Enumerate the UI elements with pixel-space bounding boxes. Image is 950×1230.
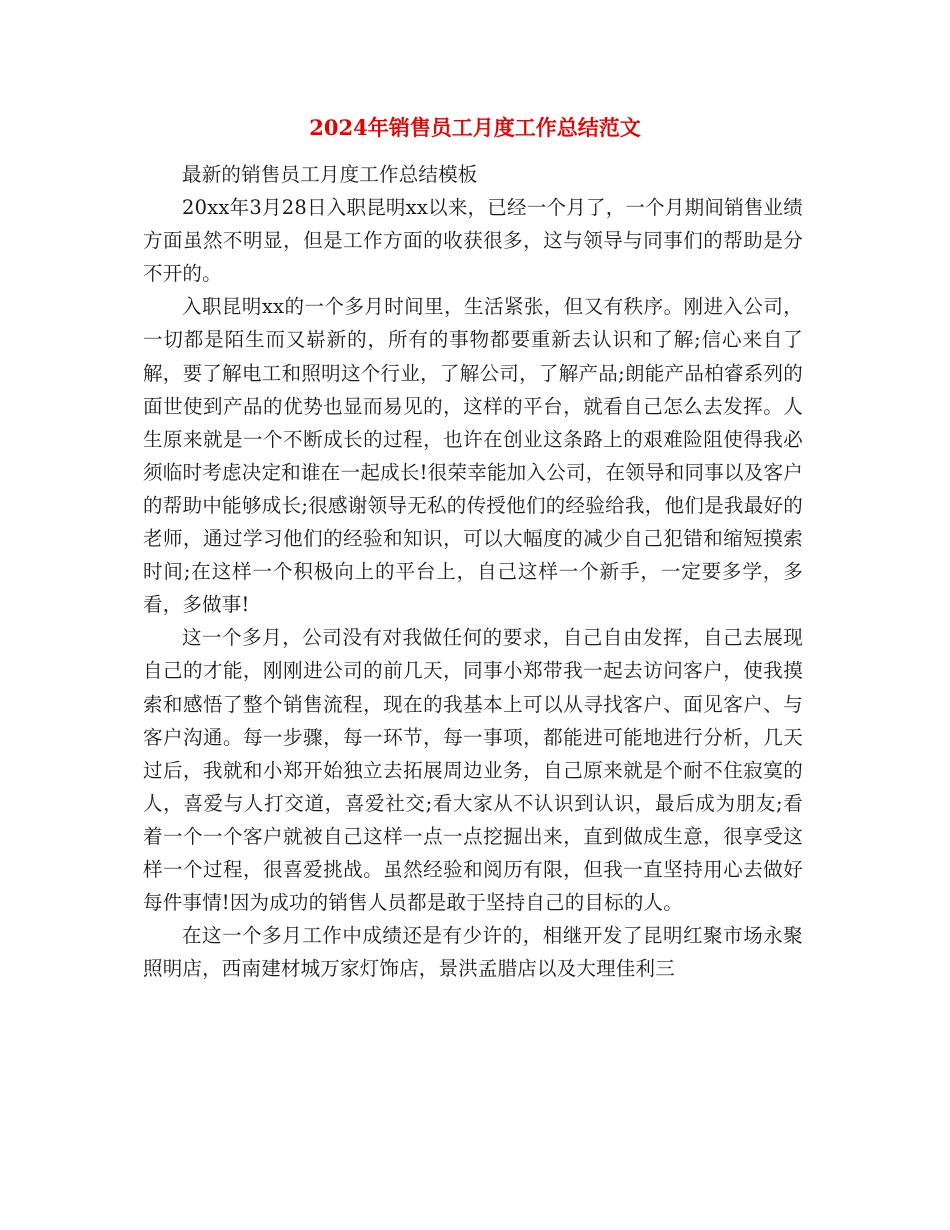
paragraph-4: 在这一个多月工作中成绩还是有少许的，相继开发了昆明红聚市场永聚照明店，西南建材城万家灯饰店，景洪孟腊店以及大理佳利三 — [143, 924, 803, 981]
paragraph-3: 这一个多月，公司没有对我做任何的要求，自己自由发挥，自己去展现自己的才能，刚刚进公司的前几天，同事小郑带我一起去访问客户，使我摸索和感悟了整个销售流程，现在的我基本上可以从寻找客户、面见客户、与客户沟通。每一步骤，每一环节，每一事项，都能进可能地进行分析，几天过后，我就和小郑开始独立去拓展周边业务，自己原来就是个耐不住寂寞的人，喜爱与人打交道，喜爱社交;看大家从不认识到认识，最后成为朋友;看着一个一个客户就被自己这样一点一点挖掘出来，直到做成生意，很享受这样一个过程，很喜爱挑战。虽然经验和阅历有限，但我一直坚持用心去做好每件事情!因为成功的销售人员都是敢于坚持自己的目标的人。 — [143, 626, 803, 915]
document-title: 2024年销售员工月度工作总结范文 — [309, 115, 641, 140]
paragraph-subtitle: 最新的销售员工月度工作总结模板 — [182, 163, 478, 186]
paragraph-2: 入职昆明xx的一个多月时间里，生活紧张，但又有秩序。刚进入公司，一切都是陌生而又崭新的，所有的事物都要重新去认识和了解;信心来自了解，要了解电工和照明这个行业，了解公司，了解产品;朗能产品柏睿系列的面世使到产品的优势也显而易见的，这样的平台，就看自己怎么去发挥。人生原来就是一个不断成长的过程，也许在创业这条路上的艰难险阻使得我必须临时考虑决定和谁在一起成长!很荣幸能加入公司，在领导和同事以及客户的帮助中能够成长;很感谢领导无私的传授他们的经验给我，他们是我最好的老师，通过学习他们的经验和知识，可以大幅度的减少自己犯错和缩短摸索时间;在这样一个积极向上的平台上，自己这样一个新手，一定要多学，多看，多做事! — [143, 295, 803, 617]
paragraph-1: 20xx年3月28日入职昆明xx以来，已经一个月了，一个月期间销售业绩方面虽然不明显，但是工作方面的收获很多，这与领导与同事们的帮助是分不开的。 — [143, 196, 803, 286]
document-body — [143, 158, 803, 985]
